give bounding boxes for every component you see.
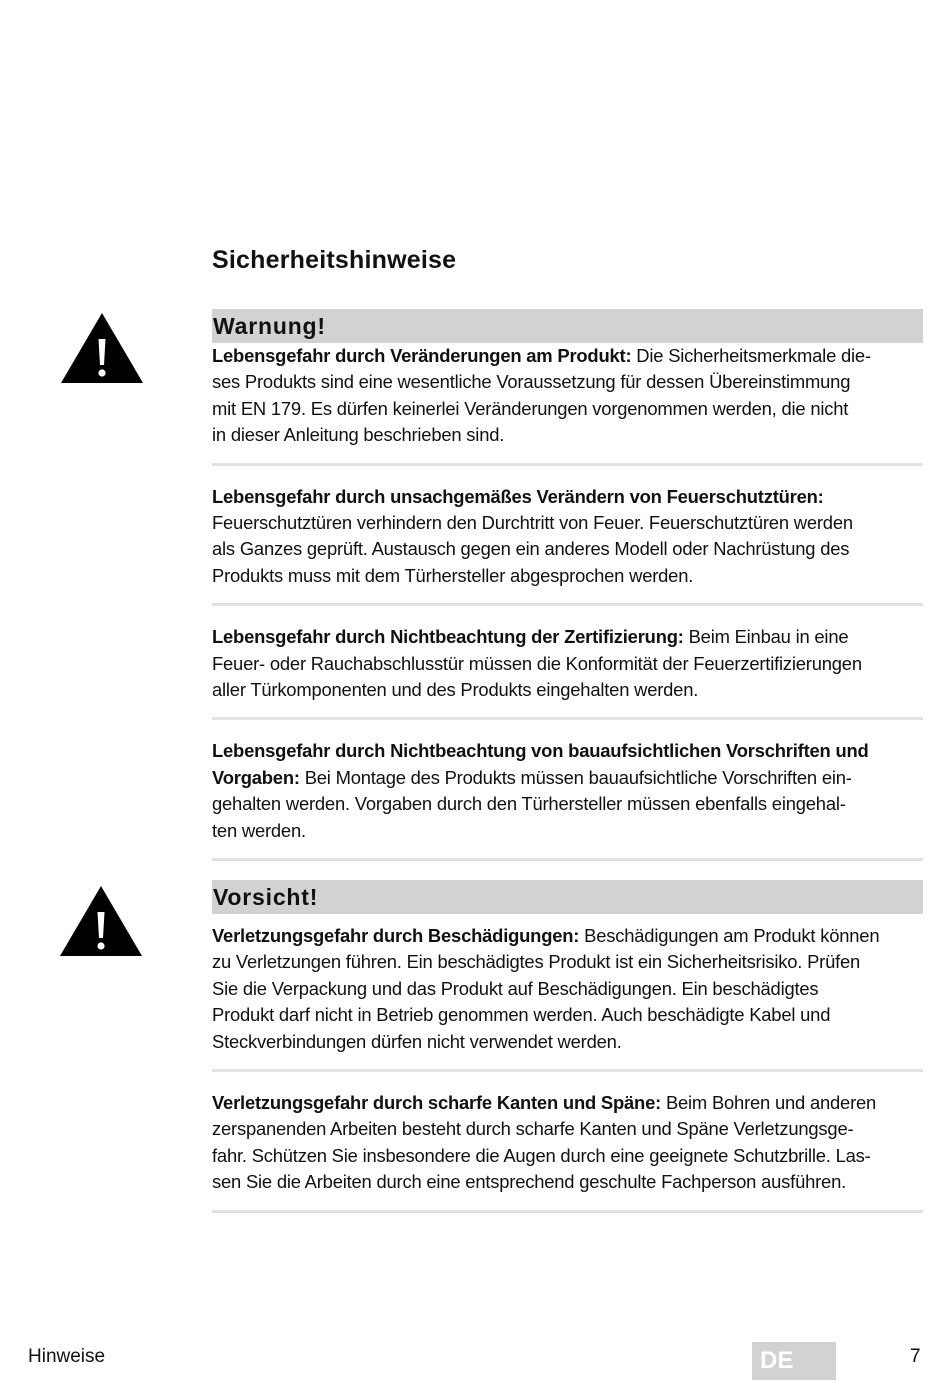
hint-text: Feuerschutztüren verhindern den Durchtritt von Feuer. Feuerschutztüren werden als Ganzes geprüft. Austausch gegen ein anderes Modell oder Nachrüstung des Produkts muss mit dem Türhersteller abgesprochen werden. [212, 512, 853, 586]
hint-title: Lebensgefahr durch Nichtbeachtung von bauaufsichtlichen Vorschriften und Vorgaben: [212, 740, 869, 788]
caution-section [212, 880, 923, 1231]
hint-item [212, 484, 923, 607]
hint-item [212, 923, 923, 1072]
section-heading-caution: Vorsicht! [212, 880, 923, 914]
footer-section-label: Hinweise [28, 1346, 106, 1367]
hint-text: Bei Montage des Produkts müssen bauaufsichtliche Vorschriften ein- gehalten werden. Vorgaben durch den Türhersteller müssen ebenfalls eingehal- ten werden. [212, 766, 852, 841]
hint-text: Beschädigungen am Produkt können zu Verletzungen führen. Ein beschädigtes Produkt ist ein Sicherheitsrisiko. Prüfen Sie die Verpackung und das Produkt auf Beschädigungen. Ein beschädigtes Produkt darf nicht in Betrieb genommen werden. Auch beschädigte Kabel und Steckverbindungen dürfen nicht verwendet werden. [212, 925, 880, 1052]
hint-item [212, 738, 923, 861]
hint-item [212, 1090, 923, 1213]
page-number: 7 [910, 1346, 921, 1367]
warning-section [212, 309, 923, 879]
hint-title: Verletzungsgefahr durch scharfe Kanten und Späne: [212, 1092, 662, 1114]
hint-text: Die Sicherheitsmerkmale die- ses Produkts sind eine wesentliche Voraussetzung für dessen Übereinstimmung mit EN 179. Es dürfen keinerlei Veränderungen vorgenommen werden, die nicht in dieser Anleitung beschrieben sind. [212, 345, 871, 446]
hint-text: Beim Einbau in eine Feuer- oder Rauchabschlusstür müssen die Konformität der Feuerzertifizierungen aller Türkomponenten und des Produkts eingehalten werden. [212, 626, 862, 701]
section-heading-warning: Warnung! [212, 309, 923, 343]
hint-title: Lebensgefahr durch unsachgemäßes Verändern von Feuerschutztüren: [212, 485, 824, 507]
hint-title: Lebensgefahr durch Veränderungen am Produkt: [212, 345, 632, 366]
warning-triangle-icon [60, 311, 144, 385]
warning-triangle-icon [59, 884, 143, 958]
hint-title: Lebensgefahr durch Nichtbeachtung der Zertifizierung: [212, 626, 684, 648]
language-badge: DE [752, 1342, 836, 1380]
hint-text: Beim Bohren und anderen zerspanenden Arbeiten besteht durch scharfe Kanten und Späne Verletzungsge- fahr. Schützen Sie insbesondere die Augen durch eine geeignete Schutzbrille. Las- sen Sie die Arbeiten durch eine entsprechend geschulte Fachperson ausführen. [212, 1092, 877, 1193]
hint-item [212, 624, 923, 720]
page-title: Sicherheitshinweise [212, 246, 457, 274]
hint-item [212, 343, 923, 466]
hint-title: Verletzungsgefahr durch Beschädigungen: [212, 925, 580, 946]
